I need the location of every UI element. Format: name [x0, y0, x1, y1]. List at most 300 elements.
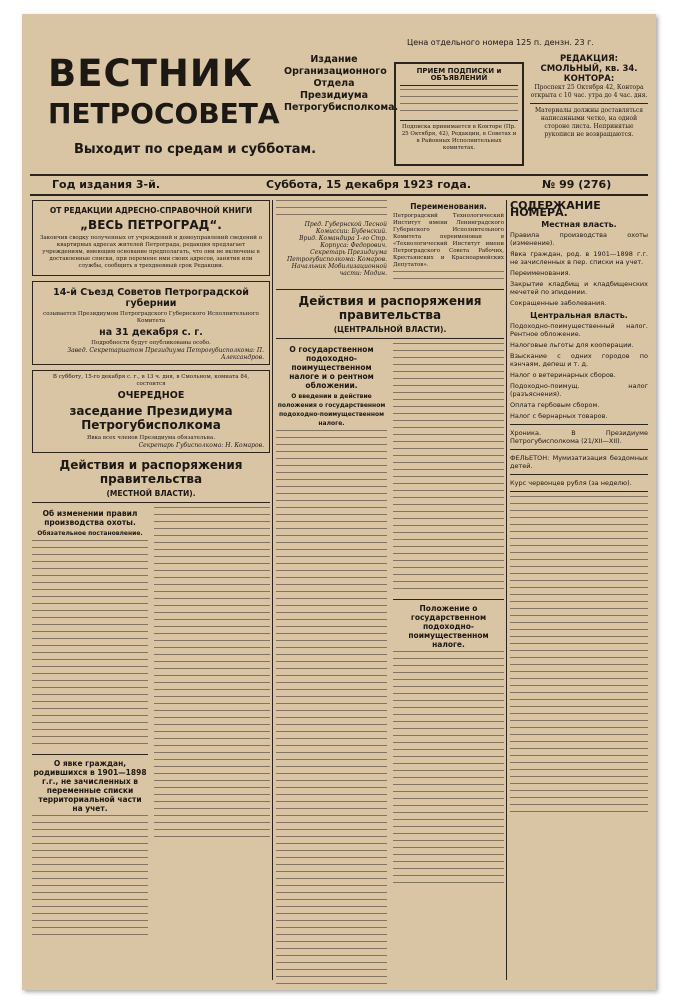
text-lines — [393, 672, 504, 679]
text-lines — [393, 777, 504, 784]
text-lines — [393, 406, 504, 413]
text-lines — [393, 700, 504, 707]
divider — [32, 502, 270, 503]
text-lines — [276, 738, 387, 745]
text-lines — [393, 553, 504, 560]
text-lines — [510, 769, 648, 776]
text-lines — [393, 805, 504, 812]
text-lines — [154, 829, 270, 836]
text-lines — [32, 743, 148, 750]
divider — [276, 289, 504, 290]
local-authority-heading: Действия и распоряжения правительства — [59, 458, 243, 486]
text-lines — [154, 542, 270, 549]
subscription-note: Подписка принимается в Конторе (Пр. 25 Октября, 42), Редакции, в Советах и в Районных Исполнительных комитетах. — [401, 124, 517, 151]
text-lines — [510, 692, 648, 699]
congress-note: Подробности будут опубликованы особо. — [91, 340, 211, 346]
text-lines — [393, 868, 504, 875]
text-lines — [510, 573, 648, 580]
text-lines — [276, 214, 387, 221]
issue-date: Суббота, 15 декабря 1923 года. — [266, 178, 472, 191]
text-lines — [32, 815, 148, 822]
text-lines — [276, 479, 387, 486]
text-lines — [393, 278, 504, 285]
text-lines — [276, 976, 387, 983]
text-lines — [510, 790, 648, 797]
congress-signature: Завед. Секретариатом Президиума Петрогубисполкома: П. Александров. — [67, 347, 264, 361]
text-lines — [276, 598, 387, 605]
text-lines — [32, 857, 148, 864]
text-lines — [154, 766, 270, 773]
editorial-header: РЕДАКЦИЯ: СМОЛЬНЫЙ, кв. 34. — [540, 54, 638, 74]
text-lines — [393, 371, 504, 378]
text-lines — [32, 589, 148, 596]
text-lines — [276, 857, 387, 864]
text-lines — [276, 444, 387, 451]
text-lines — [32, 836, 148, 843]
text-lines — [154, 507, 270, 514]
text-lines — [510, 524, 648, 531]
text-lines — [154, 563, 270, 570]
text-lines — [510, 636, 648, 643]
text-lines — [32, 899, 148, 906]
text-lines — [276, 710, 387, 717]
contents-item: Хроника. В Президиуме Петрогубисполкома (21/XII—XII). — [510, 429, 648, 445]
text-lines — [510, 622, 648, 629]
text-lines — [276, 591, 387, 598]
text-lines — [32, 871, 148, 878]
text-lines — [393, 707, 504, 714]
manuscripts-note: Материалы должны доставляться написанными четко, на одной стороне листа. Непринятые рукописи не возвращаются. — [534, 107, 644, 138]
text-lines — [154, 612, 270, 619]
text-lines — [154, 745, 270, 752]
text-lines — [393, 833, 504, 840]
text-lines — [276, 787, 387, 794]
text-lines — [276, 927, 387, 934]
contents-item: Курс червонцев рубля (за неделю). — [510, 479, 632, 487]
text-lines — [510, 671, 648, 678]
text-lines — [393, 455, 504, 462]
text-lines — [154, 780, 270, 787]
text-lines — [32, 554, 148, 561]
text-lines — [276, 619, 387, 626]
text-lines — [393, 567, 504, 574]
text-lines — [32, 885, 148, 892]
text-lines — [510, 664, 648, 671]
masthead-subtitle: Выходит по средам и субботам. — [74, 142, 317, 157]
tax-article — [276, 343, 387, 990]
text-lines — [276, 486, 387, 493]
divider — [276, 338, 504, 339]
text-lines — [276, 829, 387, 836]
contents-central-section: Центральная власть. — [530, 311, 628, 320]
address-book-text: Закончив сводку полученных от учреждений и домоуправлений сведений о квартирных адресах жителей Петрограда, редакция предлагает учреждениям, имеющим основание предполагать, что они не включены в доставленные списки, при перемене ими своих адресов, занятия или службы, сообщить в трехдневный срок Редакции. — [39, 235, 263, 269]
contents-item: Налог о ветеринарных сборов. — [510, 371, 616, 379]
text-lines — [154, 591, 270, 598]
text-lines — [276, 920, 387, 927]
text-lines — [393, 770, 504, 777]
renaming-text: Петроградский Технологический Институт имени Ленинградского Губернского Исполнительного Комитета переименован в «Технологический Институт имени Петроградского Совета Рабочих, Крестьянских и Красноармейских Депутатов». — [393, 213, 504, 268]
local-articles — [32, 507, 270, 941]
text-lines — [276, 899, 387, 906]
text-lines — [393, 854, 504, 861]
text-lines — [154, 570, 270, 577]
editorial-office-block — [530, 54, 648, 139]
text-lines — [393, 392, 504, 399]
subscription-box — [394, 62, 524, 166]
text-lines — [32, 547, 148, 554]
text-lines — [393, 847, 504, 854]
text-lines — [393, 798, 504, 805]
text-lines — [393, 791, 504, 798]
signature-mobilization: Начальник Мобилизационной части: Модин. — [291, 263, 387, 277]
text-lines — [510, 720, 648, 727]
text-lines — [510, 650, 648, 657]
text-lines — [276, 752, 387, 759]
contents-item: Правила производства охоты (изменение). — [510, 231, 648, 247]
text-lines — [154, 647, 270, 654]
text-lines — [393, 728, 504, 735]
text-lines — [510, 755, 648, 762]
text-lines — [32, 920, 148, 927]
divider — [32, 754, 148, 755]
middle-top-articles — [276, 200, 504, 285]
text-lines — [510, 804, 648, 811]
congress-notice — [32, 281, 270, 365]
text-lines — [393, 483, 504, 490]
text-lines — [510, 706, 648, 713]
text-lines — [393, 532, 504, 539]
text-lines — [276, 892, 387, 899]
divider — [510, 424, 648, 425]
hunting-head: Об изменении правил производства охоты. — [42, 509, 138, 527]
text-lines — [393, 819, 504, 826]
text-lines — [393, 651, 504, 658]
divider — [510, 474, 648, 475]
text-lines — [154, 598, 270, 605]
text-lines — [276, 724, 387, 731]
text-lines — [276, 955, 387, 962]
text-lines — [276, 689, 387, 696]
text-lines — [32, 829, 148, 836]
renaming-article — [393, 200, 504, 285]
text-lines — [32, 617, 148, 624]
text-lines — [154, 528, 270, 535]
text-lines — [154, 759, 270, 766]
text-lines — [32, 645, 148, 652]
text-lines — [32, 659, 148, 666]
tax-head: О государственном подоходно-поимущественном налоге и о рентном обложении. — [289, 345, 374, 390]
text-lines — [276, 465, 387, 472]
text-lines — [154, 675, 270, 682]
text-lines — [32, 561, 148, 568]
issue-price: Цена отдельного номера 125 п. дензн. 23 г. — [407, 38, 594, 47]
text-lines — [510, 615, 648, 622]
text-lines — [154, 738, 270, 745]
text-lines — [393, 875, 504, 882]
text-lines — [393, 441, 504, 448]
text-lines — [32, 680, 148, 687]
meeting-notice — [32, 370, 270, 453]
text-lines — [393, 784, 504, 791]
text-lines — [276, 766, 387, 773]
text-lines — [276, 731, 387, 738]
text-lines — [393, 518, 504, 525]
text-lines — [393, 378, 504, 385]
text-lines — [393, 882, 504, 889]
meeting-head: ОЧЕРЕДНОЕ — [117, 390, 185, 401]
text-lines — [276, 437, 387, 444]
text-lines — [32, 934, 148, 941]
contents-item: Подоходно-поимущественный налог. Рентное обложение. — [510, 322, 648, 338]
text-lines — [154, 535, 270, 542]
text-lines — [510, 538, 648, 545]
text-lines — [154, 640, 270, 647]
text-lines — [510, 503, 648, 510]
text-lines — [393, 581, 504, 588]
text-lines — [32, 638, 148, 645]
text-lines — [393, 693, 504, 700]
text-lines — [510, 496, 648, 503]
congress-sub: созывается Президиумом Петроградского Губернского Исполнительного Комитета — [43, 311, 259, 324]
text-lines — [393, 497, 504, 504]
text-lines — [276, 514, 387, 521]
text-lines — [32, 843, 148, 850]
tax-subhead: О введении в действие положения о государственном подоходно-поимущественном налоге. — [277, 393, 386, 427]
text-lines — [400, 110, 518, 117]
text-lines — [276, 570, 387, 577]
text-lines — [276, 801, 387, 808]
meeting-title: заседание Президиума Петрогубисполкома — [69, 404, 233, 432]
text-lines — [400, 96, 518, 103]
text-lines — [154, 773, 270, 780]
masthead-title-line2: ПЕТРОСОВЕТА — [48, 97, 280, 130]
meeting-signature: Секретарь Губисполкома: Н. Комаров. — [138, 442, 264, 449]
text-lines — [393, 434, 504, 441]
text-lines — [393, 861, 504, 868]
divider — [510, 491, 648, 492]
text-lines — [276, 563, 387, 570]
text-lines — [276, 745, 387, 752]
central-authority-subheading: (ЦЕНТРАЛЬНОЙ ВЛАСТИ). — [333, 325, 447, 334]
text-lines — [510, 566, 648, 573]
text-lines — [154, 794, 270, 801]
text-lines — [32, 603, 148, 610]
contents-item: Явка граждан, род. в 1901—1898 г.г. не зачисленных в пер. списки на учет. — [510, 250, 648, 266]
text-lines — [393, 385, 504, 392]
text-lines — [276, 822, 387, 829]
text-lines — [154, 577, 270, 584]
text-lines — [154, 668, 270, 675]
text-lines — [276, 528, 387, 535]
text-lines — [276, 521, 387, 528]
text-lines — [276, 696, 387, 703]
text-lines — [393, 364, 504, 371]
text-lines — [154, 815, 270, 822]
text-lines — [276, 535, 387, 542]
meeting-intro: В субботу, 15-го декабря с. г., в 13 ч. дня, в Смольном, комната 84, состоится — [52, 374, 250, 387]
date-bar — [30, 174, 648, 196]
local-authority-subheading: (МЕСТНОЙ ВЛАСТИ). — [106, 489, 196, 498]
tax-article-continued — [393, 343, 504, 990]
text-lines — [276, 850, 387, 857]
text-lines — [32, 850, 148, 857]
text-lines — [32, 906, 148, 913]
text-lines — [32, 624, 148, 631]
subscription-header: ПРИЕМ ПОДПИСКИ и ОБЪЯВЛЕНИЙ — [416, 67, 502, 82]
text-lines — [276, 934, 387, 941]
text-lines — [32, 687, 148, 694]
text-lines — [510, 797, 648, 804]
contents-item: Подоходно-поимущ. налог (разъяснения). — [510, 382, 648, 398]
text-lines — [276, 549, 387, 556]
text-lines — [32, 596, 148, 603]
masthead-title — [48, 52, 280, 130]
text-lines — [510, 580, 648, 587]
text-lines — [154, 682, 270, 689]
text-lines — [276, 983, 387, 990]
text-lines — [393, 714, 504, 721]
text-lines — [32, 822, 148, 829]
contents-item: Взыскание с одних городов по кэнчаям, депеш и т. д. — [510, 352, 648, 368]
text-lines — [276, 668, 387, 675]
text-lines — [276, 836, 387, 843]
text-lines — [276, 584, 387, 591]
text-lines — [154, 689, 270, 696]
text-lines — [276, 640, 387, 647]
divider — [393, 599, 504, 600]
text-lines — [276, 969, 387, 976]
text-lines — [154, 556, 270, 563]
text-lines — [393, 756, 504, 763]
text-lines — [276, 941, 387, 948]
text-lines — [393, 427, 504, 434]
text-lines — [510, 783, 648, 790]
text-lines — [276, 661, 387, 668]
text-lines — [276, 451, 387, 458]
text-lines — [276, 871, 387, 878]
text-lines — [393, 539, 504, 546]
contents-item: Закрытие кладбищ и кладбищенских мечетей по эпидемии. — [510, 280, 648, 296]
text-lines — [276, 654, 387, 661]
text-lines — [154, 808, 270, 815]
text-lines — [276, 200, 387, 207]
hunting-article-continued — [154, 507, 270, 941]
text-lines — [510, 748, 648, 755]
text-lines — [510, 734, 648, 741]
text-lines — [154, 703, 270, 710]
text-lines — [32, 652, 148, 659]
text-lines — [510, 685, 648, 692]
text-lines — [276, 605, 387, 612]
text-lines — [154, 724, 270, 731]
text-lines — [276, 913, 387, 920]
left-column — [32, 200, 270, 941]
text-lines — [32, 568, 148, 575]
text-lines — [276, 430, 387, 437]
text-lines — [154, 626, 270, 633]
text-lines — [32, 610, 148, 617]
issue-number: № 99 (276) — [542, 178, 612, 191]
text-lines — [510, 552, 648, 559]
text-lines — [393, 560, 504, 567]
text-lines — [276, 626, 387, 633]
central-authority-heading: Действия и распоряжения правительства — [298, 294, 482, 322]
text-lines — [393, 679, 504, 686]
contents-local-section: Местная власть. — [541, 220, 617, 229]
divider — [510, 449, 648, 450]
text-lines — [154, 521, 270, 528]
text-lines — [32, 927, 148, 934]
text-lines — [276, 703, 387, 710]
congress-head: 14-й Съезд Советов Петроградской губернии — [53, 287, 249, 309]
provision-head: Положение о государственном подоходно-поимущественном налоге. — [408, 604, 489, 649]
text-lines — [393, 462, 504, 469]
text-lines — [393, 686, 504, 693]
congress-date: на 31 декабря с. г. — [99, 327, 203, 338]
text-lines — [276, 207, 387, 214]
text-lines — [276, 759, 387, 766]
text-lines — [154, 836, 270, 843]
text-lines — [510, 678, 648, 685]
text-lines — [393, 476, 504, 483]
address-book-notice — [32, 200, 270, 276]
text-lines — [32, 864, 148, 871]
text-lines — [510, 517, 648, 524]
text-lines — [32, 892, 148, 899]
text-lines — [154, 633, 270, 640]
text-lines — [510, 587, 648, 594]
text-lines — [276, 780, 387, 787]
contents-item: Налог с бернарных товаров. — [510, 412, 608, 420]
text-lines — [510, 727, 648, 734]
text-lines — [32, 736, 148, 743]
text-lines — [400, 89, 518, 96]
text-lines — [393, 546, 504, 553]
text-lines — [393, 413, 504, 420]
office-address: Проспект 25 Октября 42, Контора открыта с 10 час. утра до 4 час. дня. — [530, 84, 648, 99]
text-lines — [276, 843, 387, 850]
hunting-article — [32, 507, 148, 941]
text-lines — [154, 717, 270, 724]
text-lines — [276, 962, 387, 969]
text-lines — [154, 822, 270, 829]
text-lines — [32, 708, 148, 715]
text-lines — [154, 787, 270, 794]
text-lines — [393, 271, 504, 278]
text-lines — [510, 643, 648, 650]
text-lines — [276, 556, 387, 563]
text-lines — [154, 654, 270, 661]
text-lines — [393, 574, 504, 581]
text-lines — [393, 721, 504, 728]
text-lines — [393, 448, 504, 455]
text-lines — [154, 801, 270, 808]
text-lines — [510, 531, 648, 538]
divider — [400, 120, 518, 121]
contents-item: Сокращенные заболевания. — [510, 299, 607, 307]
text-lines — [276, 500, 387, 507]
text-lines — [276, 542, 387, 549]
office-header: КОНТОРА: — [563, 74, 615, 84]
text-lines — [154, 549, 270, 556]
text-lines — [393, 840, 504, 847]
text-lines — [393, 665, 504, 672]
forest-decree — [276, 200, 387, 285]
text-lines — [32, 631, 148, 638]
text-lines — [400, 103, 518, 110]
address-book-title: „ВЕСЬ ПЕТРОГРАД“. — [80, 218, 222, 232]
column-divider — [506, 200, 507, 980]
